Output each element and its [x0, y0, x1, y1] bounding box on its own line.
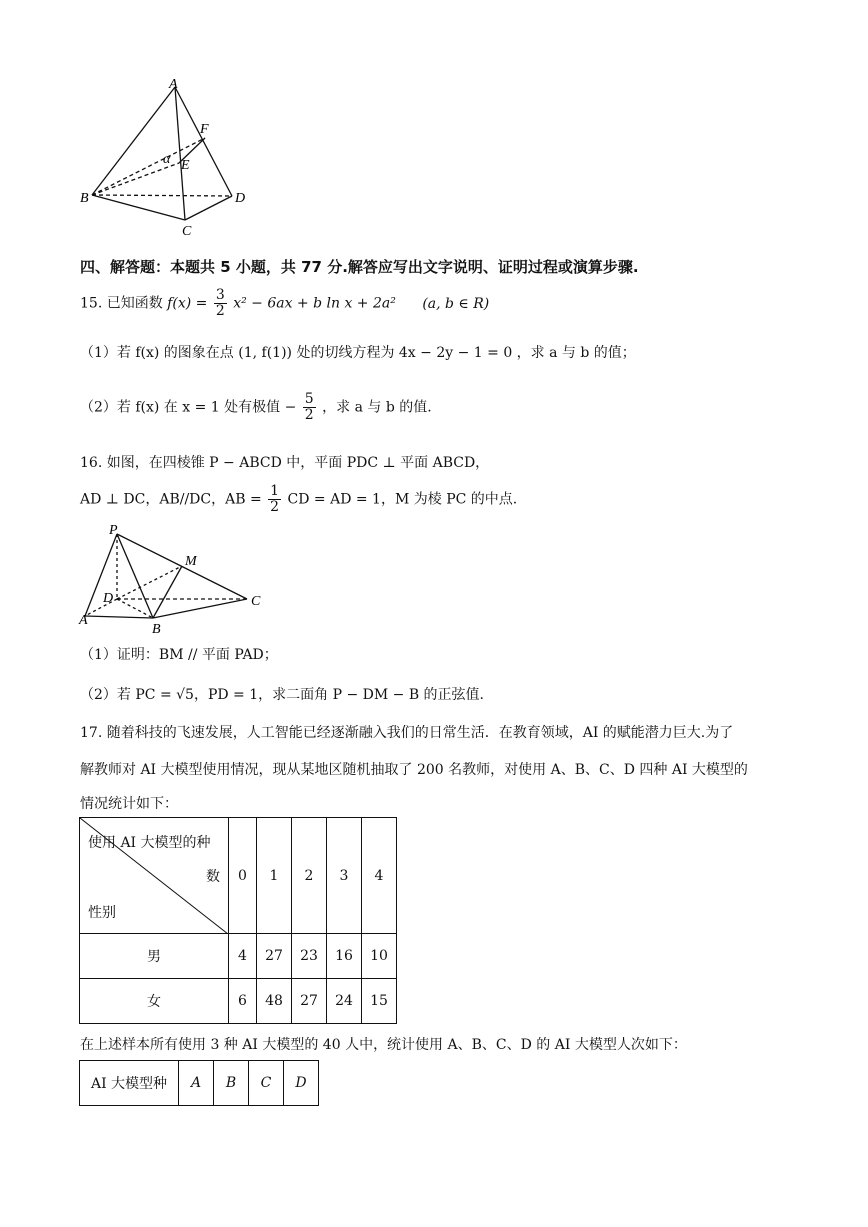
vertex-label-p: P: [109, 523, 118, 538]
vertex-label-c: C: [182, 224, 192, 239]
q15-p2-before: （2）若 f(x) 在 x = 1 处有极值 −: [80, 399, 297, 416]
col-header: 4: [362, 818, 397, 934]
table-cell: 27: [292, 979, 327, 1024]
q15-func-lhs: f(x) =: [167, 295, 208, 312]
model-col: A: [179, 1061, 214, 1106]
table-cell: 15: [362, 979, 397, 1024]
vertex-label-m: M: [185, 554, 197, 569]
question-15-statement: [80, 288, 489, 319]
model-col: C: [249, 1061, 284, 1106]
table-cell: 23: [292, 934, 327, 979]
header-bottom: 性别: [88, 905, 116, 921]
table-cell: 4: [229, 934, 257, 979]
q15-p2-fraction: [303, 392, 316, 423]
question-15-part2: [80, 392, 432, 423]
table-cell: 10: [362, 934, 397, 979]
model-col: D: [284, 1061, 319, 1106]
q17-line3: 情况统计如下：: [80, 796, 178, 812]
q15-p2-den: 2: [304, 407, 314, 423]
header-top: 使用 AI 大模型的种: [88, 835, 211, 851]
section-heading: 四、解答题：本题共 5 小题，共 77 分.解答应写出文字说明、证明过程或演算步骤.: [80, 258, 639, 276]
col-header: 3: [327, 818, 362, 934]
vertex-label-e: E: [181, 158, 190, 173]
question-16-line2: [80, 484, 517, 515]
q16-part2: （2）若 PC = √5，PD = 1，求二面角 P − DM − B 的正弦值.: [80, 687, 485, 703]
model-col: B: [214, 1061, 249, 1106]
vertex-label-d2: D: [103, 591, 114, 606]
table-cell: 27: [257, 934, 292, 979]
table-cell: 6: [229, 979, 257, 1024]
q15-part1: （1）若 f(x) 的图象在点 (1, f(1)) 处的切线方程为 4x − 2y − 1 = 0 ，求 a 与 b 的值；: [80, 345, 636, 361]
vertex-label-d: D: [235, 191, 246, 206]
q15-number: 15. 已知函数: [80, 295, 163, 312]
col-header: 1: [257, 818, 292, 934]
pyramid-figure: [75, 520, 275, 638]
q15-func-rhs: x² − 6ax + b ln x + 2a²: [233, 295, 396, 312]
table-cell: 16: [327, 934, 362, 979]
q16-fraction: [268, 484, 281, 515]
vertex-label-c2: C: [251, 594, 261, 609]
table-cell: 24: [327, 979, 362, 1024]
q16-frac-num: 1: [270, 483, 280, 499]
q15-domain: (a, b ∈ R): [422, 295, 490, 312]
q17-line1: 17. 随着科技的飞速发展，人工智能已经逐渐融入我们的日常生活．在教育领域，AI 的赋能潜力巨大.为了: [80, 725, 734, 741]
q15-p2-num: 5: [304, 391, 314, 407]
q17-line2: 解教师对 AI 大模型使用情况，现从某地区随机抽取了 200 名教师，对使用 A、B、C、D 四种 AI 大模型的: [80, 762, 748, 778]
col-header: 2: [292, 818, 327, 934]
vertex-label-a2: A: [79, 613, 88, 628]
vertex-label-f: F: [200, 122, 209, 137]
q17-line4: 在上述样本所有使用 3 种 AI 大模型的 40 人中，统计使用 A、B、C、D 的 AI 大模型人次如下：: [80, 1037, 687, 1053]
q16-line2-before: AD ⊥ DC，AB//DC，AB =: [80, 491, 262, 508]
diagonal-header-cell: [80, 818, 229, 934]
vertex-label-a: A: [169, 77, 178, 92]
angle-label-alpha: α: [163, 152, 171, 167]
q16-line1: 16. 如图，在四棱锥 P − ABCD 中，平面 PDC ⊥ 平面 ABCD，: [80, 455, 490, 471]
row-label: 女: [80, 979, 229, 1024]
vertex-label-b: B: [80, 191, 89, 206]
model-header: AI 大模型种: [80, 1061, 179, 1106]
q15-frac-den: 2: [215, 303, 225, 319]
model-table: [79, 1060, 319, 1106]
table-row: [80, 979, 397, 1024]
q16-line2-after: CD = AD = 1，M 为棱 PC 的中点.: [287, 491, 518, 508]
q15-frac-num: 3: [215, 287, 225, 303]
row-label: 男: [80, 934, 229, 979]
vertex-label-b2: B: [152, 622, 161, 637]
tetrahedron-figure: [70, 75, 260, 240]
q16-part1: （1）证明：BM // 平面 PAD；: [80, 647, 278, 663]
q15-p2-after: ，求 a 与 b 的值.: [322, 399, 432, 416]
q16-frac-den: 2: [270, 499, 280, 515]
table-row: [80, 934, 397, 979]
header-mid: 数: [206, 869, 220, 885]
col-header: 0: [229, 818, 257, 934]
q15-fraction: [214, 288, 227, 319]
table-cell: 48: [257, 979, 292, 1024]
usage-table: [79, 817, 397, 1024]
